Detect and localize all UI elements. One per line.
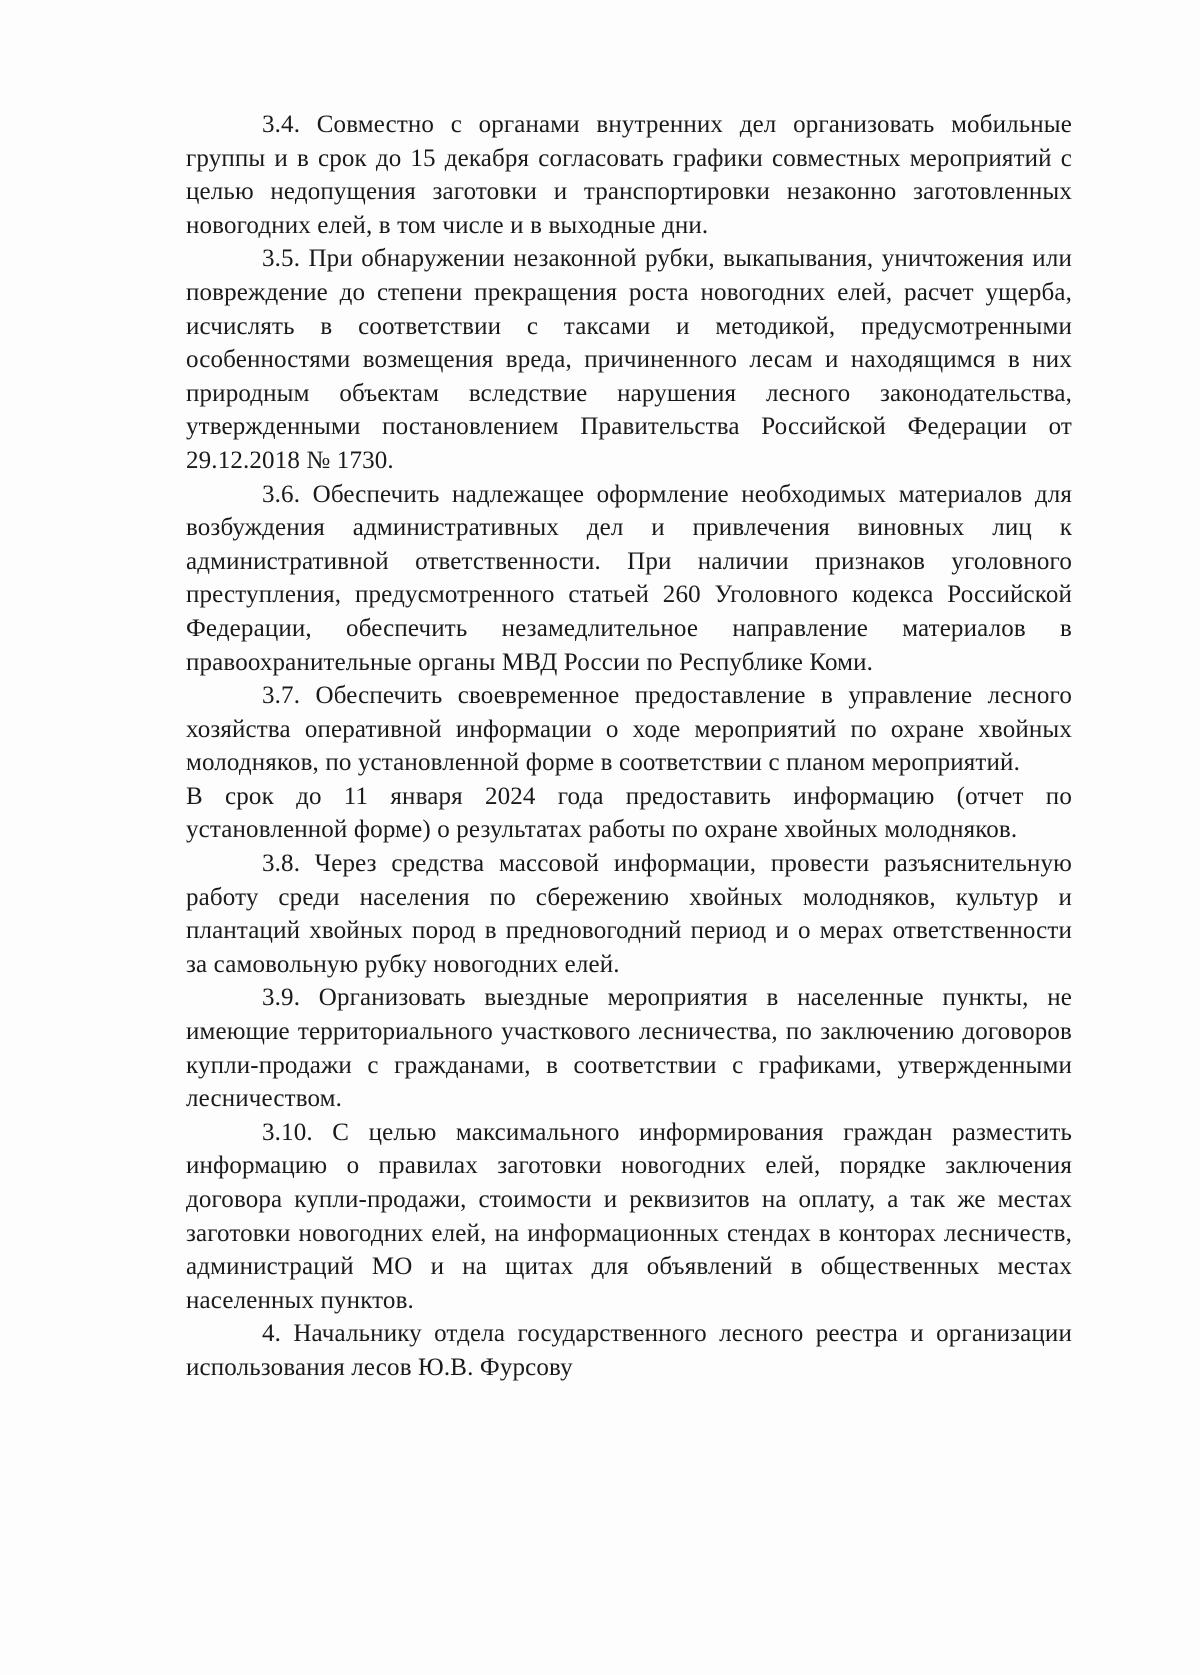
paragraph-3-8: 3.8. Через средства массовой информации, провести разъяснительную работу среди населения по сбережению хвойных молодняков, культур и плантаций хвойных пород в предновогодний период и о мерах ответственности за самовольную рубку новогодних елей. xyxy=(186,850,1072,978)
paragraph-3-4: 3.4. Совместно с органами внутренних дел организовать мобильные группы и в срок до 15 декабря согласовать графики совместных мероприятий с целью недопущения заготовки и транспортировки незаконно заготовленных новогодних елей, в том числе и в выходные дни. xyxy=(186,111,1072,239)
paragraph-3-6: 3.6. Обеспечить надлежащее оформление необходимых материалов для возбуждения административных дел и привлечения виновных лиц к административной ответственности. При наличии признаков уголовного преступления, предусмотренного статьей 260 Уголовного кодекса Российской Федерации, обеспечить незамедлительное направление материалов в правоохранительные органы МВД России по Республике Коми. xyxy=(186,480,1072,676)
paragraph-3-5: 3.5. При обнаружении незаконной рубки, выкапывания, уничтожения или повреждение до степени прекращения роста новогодних елей, расчет ущерба, исчислять в соответствии с таксами и методикой, предусмотренными особенностями возмещения вреда, причиненного лесам и находящимся в них природным объектам вследствие нарушения лесного законодательства, утвержденными постановлением Правительства Российской Федерации от 29.12.2018 № 1730. xyxy=(186,245,1072,474)
paragraph-3-7: 3.7. Обеспечить своевременное предоставление в управление лесного хозяйства оперативной информации о ходе мероприятий по охране хвойных молодняков, по установленной форме в соответствии с планом мероприятий. xyxy=(186,682,1072,777)
paragraph-deadline: В срок до 11 января 2024 года предоставить информацию (отчет по установленной форме) о результатах работы по охране хвойных молодняков. xyxy=(186,782,1072,844)
document-body xyxy=(186,108,1072,1385)
paragraph-4: 4. Начальнику отдела государственного лесного реестра и организации использования лесов Ю.В. Фурсову xyxy=(186,1320,1072,1381)
paragraph-3-9: 3.9. Организовать выездные мероприятия в населенные пункты, не имеющие территориального участкового лесничества, по заключению договоров купли-продажи с гражданами, в соответствии с графиками, утвержденными лесничеством. xyxy=(186,984,1072,1113)
paragraph-3-10: 3.10. С целью максимального информирования граждан разместить информацию о правилах заготовки новогодних елей, порядке заключения договора купли-продажи, стоимости и реквизитов на оплату, а так же местах заготовки новогодних елей, на информационных стендах в конторах лесничеств, администраций МО и на щитах для объявлений в общественных местах населенных пунктов. xyxy=(186,1118,1072,1314)
